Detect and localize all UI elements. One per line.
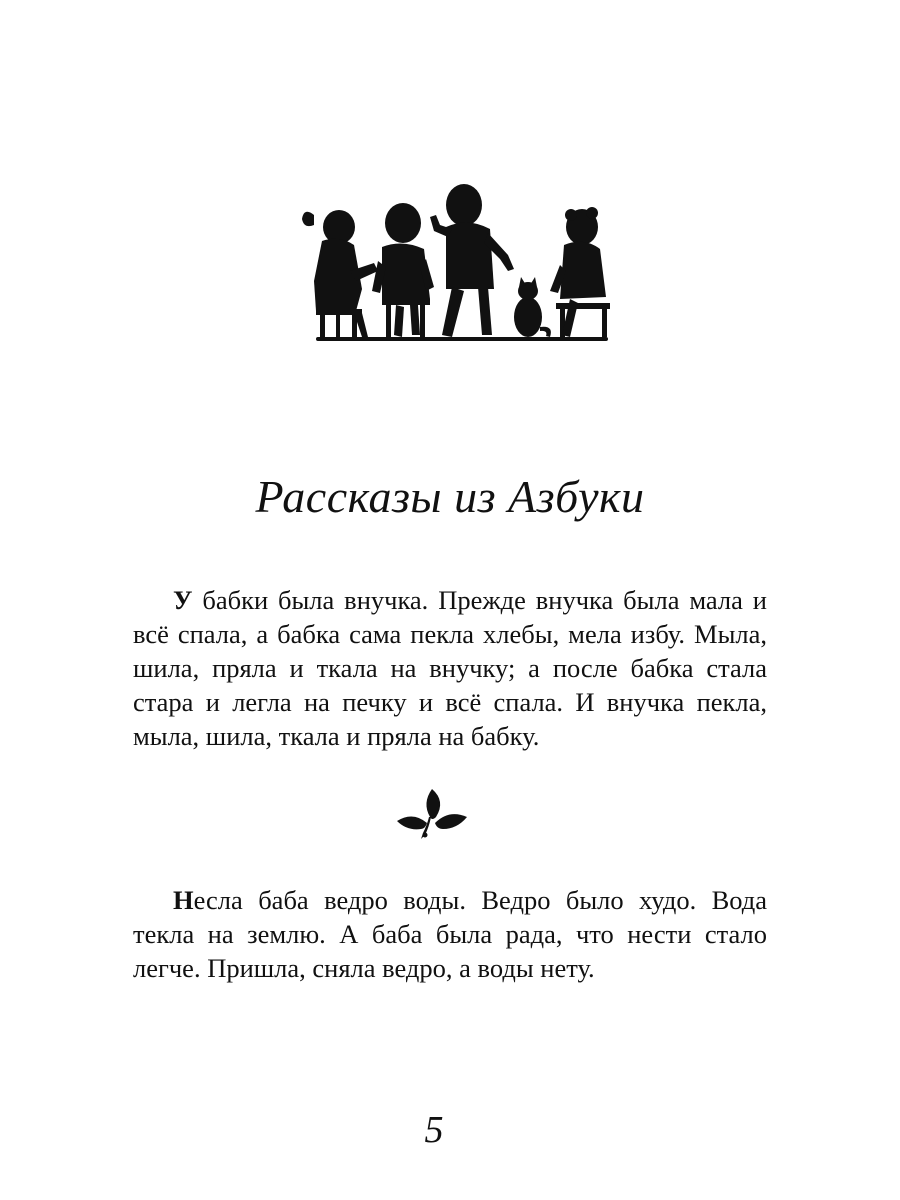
story-1-dropcap: У xyxy=(173,585,193,615)
story-paragraph-1 xyxy=(133,583,767,753)
story-paragraph-2 xyxy=(133,883,767,985)
seated-curly-girl-silhouette xyxy=(550,207,610,337)
seated-boy-silhouette xyxy=(372,203,434,337)
page-number: 5 xyxy=(424,1109,444,1151)
children-silhouette-illustration xyxy=(292,175,618,347)
story-2-text: есла баба ведро воды. Ведро было худо. Вода текла на землю. А баба была рада, что нести стало легче. Пришла, сняла ведро, а воды нету. xyxy=(133,885,767,983)
story-1-text: бабки была внучка. Прежде внучка была мала и всё спала, а бабка сама пекла хлебы, мела избу. Мыла, шила, пряла и ткала на внучку; а после бабка стала стара и легла на печку и всё спала. И внучка пекла, мыла, шила, ткала и пряла на бабку. xyxy=(133,585,767,751)
chapter-title: Рассказы из Азбуки xyxy=(255,471,645,522)
seated-girl-silhouette xyxy=(302,210,378,337)
ground-line xyxy=(316,337,608,341)
standing-boy-silhouette xyxy=(430,184,514,337)
leaf-ornament-icon xyxy=(395,787,469,841)
story-2-dropcap: Н xyxy=(173,885,194,915)
cat-silhouette xyxy=(514,277,551,337)
